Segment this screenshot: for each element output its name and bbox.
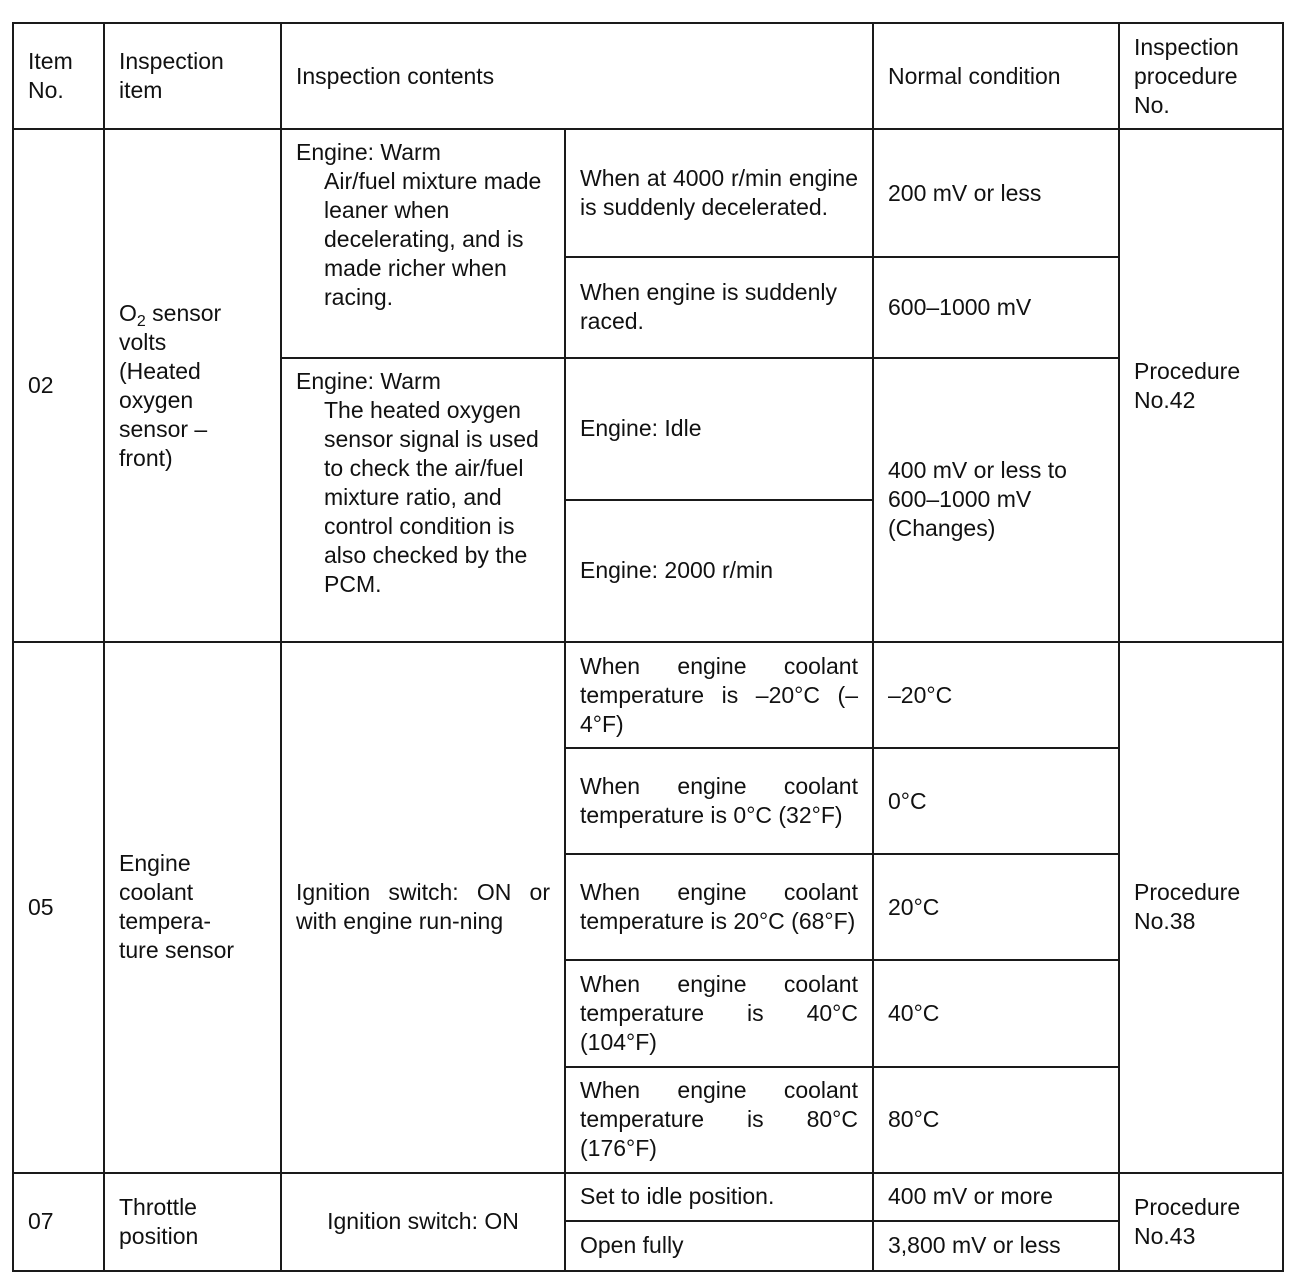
- row07-normal-2: 3,800 mV or less: [873, 1221, 1119, 1271]
- row02-normal-1: 200 mV or less: [873, 129, 1119, 257]
- header-row: [13, 23, 1283, 129]
- row07-condition-2: Open fully: [565, 1221, 873, 1271]
- row02-procedure: Procedure No.42: [1119, 129, 1283, 642]
- row02-item-rest: sensor volts (Heated oxygen sensor – front): [119, 299, 222, 471]
- header-procedure-no: Inspection procedure No.: [1119, 23, 1283, 129]
- row02-normal-2: 600–1000 mV: [873, 257, 1119, 357]
- table-row: [13, 1173, 1283, 1221]
- row05-inspection-item: Engine coolant tempera- ture sensor: [104, 642, 281, 1173]
- row02-item-subscript: 2: [136, 312, 146, 330]
- row05-condition-5: When engine coolant temperature is 80°C (176°F): [565, 1067, 873, 1173]
- inspection-table: [12, 22, 1284, 1272]
- row05-normal-4: 40°C: [873, 960, 1119, 1066]
- row02-item-no: 02: [13, 129, 104, 642]
- table-row: [13, 642, 1283, 748]
- row05-condition-2: When engine coolant temperature is 0°C (32°F): [565, 748, 873, 854]
- row05-normal-3: 20°C: [873, 854, 1119, 960]
- row02-item-prefix: O: [119, 299, 137, 326]
- table-row: [13, 129, 1283, 257]
- row05-normal-5: 80°C: [873, 1067, 1119, 1173]
- header-inspection-contents: Inspection contents: [281, 23, 873, 129]
- row02-contents-a-title: Engine: Warm: [296, 139, 441, 166]
- row05-item-no: 05: [13, 642, 104, 1173]
- row05-procedure: Procedure No.38: [1119, 642, 1283, 1173]
- row02-condition-1: When at 4000 r/min engine is suddenly decelerated.: [565, 129, 873, 257]
- row07-contents: Ignition switch: ON: [281, 1173, 565, 1271]
- row07-item-no: 07: [13, 1173, 104, 1271]
- row05-normal-2: 0°C: [873, 748, 1119, 854]
- row02-normal-34: 400 mV or less to 600–1000 mV (Changes): [873, 358, 1119, 642]
- row02-contents-b-body: The heated oxygen sensor signal is used to check the air/fuel mixture ratio, and control condition is also checked by the PCM.: [324, 396, 539, 597]
- row05-normal-1: –20°C: [873, 642, 1119, 748]
- row02-contents-a-body: Air/fuel mixture made leaner when decelerating, and is made richer when racing.: [324, 168, 542, 311]
- row02-condition-2: When engine is suddenly raced.: [565, 257, 873, 357]
- row02-inspection-item: [104, 129, 281, 642]
- header-inspection-item: Inspection item: [104, 23, 281, 129]
- row05-condition-1: When engine coolant temperature is –20°C (–4°F): [565, 642, 873, 748]
- row05-condition-4: When engine coolant temperature is 40°C (104°F): [565, 960, 873, 1066]
- row02-condition-3: Engine: Idle: [565, 358, 873, 500]
- header-item-no: Item No.: [13, 23, 104, 129]
- row07-procedure: Procedure No.43: [1119, 1173, 1283, 1271]
- row07-condition-1: Set to idle position.: [565, 1173, 873, 1221]
- row02-condition-4: Engine: 2000 r/min: [565, 500, 873, 642]
- row02-contents-b: [281, 358, 565, 642]
- row07-normal-1: 400 mV or more: [873, 1173, 1119, 1221]
- row05-condition-3: When engine coolant temperature is 20°C (68°F): [565, 854, 873, 960]
- row02-contents-a: [281, 129, 565, 357]
- header-normal-condition: Normal condition: [873, 23, 1119, 129]
- row05-contents: Ignition switch: ON or with engine run-ning: [281, 642, 565, 1173]
- row02-contents-b-title: Engine: Warm: [296, 367, 441, 394]
- row07-inspection-item: Throttle position: [104, 1173, 281, 1271]
